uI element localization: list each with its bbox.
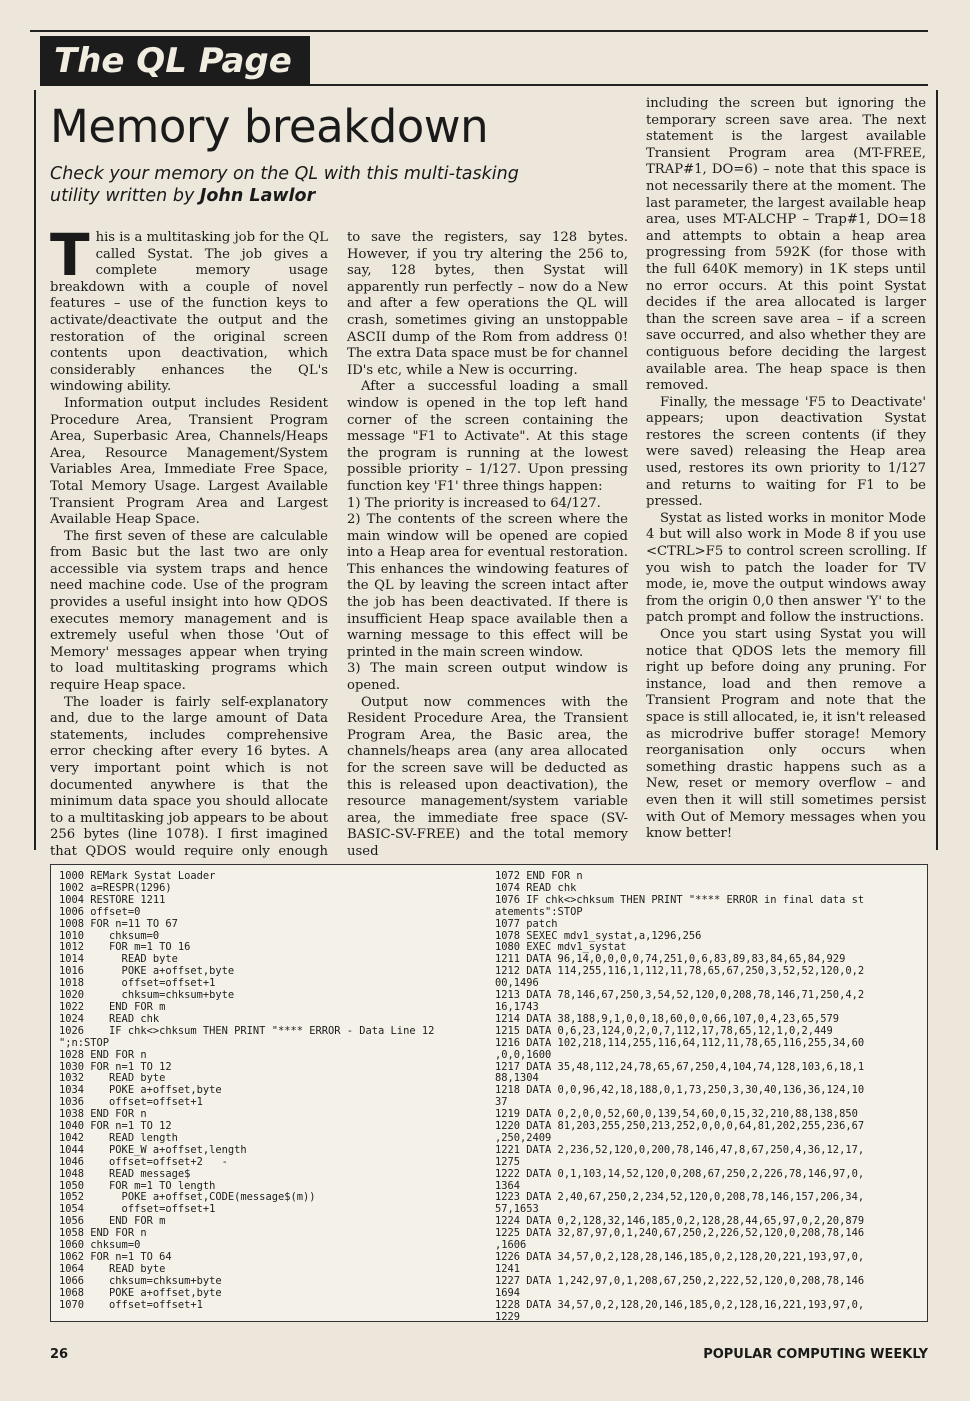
code-line: 1012 FOR m=1 TO 16 — [59, 941, 191, 954]
code-line: 1052 POKE a+offset,CODE(message$(m)) — [59, 1191, 316, 1204]
code-line: 1034 POKE a+offset,byte — [59, 1084, 222, 1097]
code-line: 1050 FOR m=1 TO length — [59, 1179, 216, 1192]
code-line: 1060 chksum=0 — [59, 1239, 141, 1252]
standfirst-text: Check your memory on the QL with this multi-tasking utility written by — [50, 164, 519, 206]
author-name: John Lawlor — [199, 186, 316, 206]
code-line: 1077 patch — [495, 917, 558, 930]
code-line: 1217 DATA 35,48,112,24,78,65,67,250,4,104,74,128,103,6,18,1 — [495, 1060, 865, 1073]
code-line: 1221 DATA 2,236,52,120,0,200,78,146,47,8,67,250,4,36,12,17, — [495, 1143, 865, 1156]
top-rule — [30, 30, 928, 32]
paragraph: including the screen but ignoring the temporary screen save area. The next statement is the largest available Transient Program area (MT-FREE, TRAP#1, DO=6) – note that this space is not necessarily there at the moment. The last parameter, the largest available heap area, uses MT-ALCHP – Trap#1, DO=18 and attempts to obtain a heap area progressing from 592K (for those with the full 640K memory) in 1K steps until no error occurs. At this point Systat decides if the area allocated is larger than the screen save area – if a screen save occurred, and also whether they are contiguous before deciding the largest available area. The heap space is then removed. — [646, 96, 926, 394]
listing-right-column — [495, 871, 923, 1323]
code-line: 1000 REMark Systat Loader — [59, 870, 216, 882]
code-line: 1006 offset=0 — [59, 905, 141, 918]
paragraph: Systat as listed works in monitor Mode 4 but will also work in Mode 8 if you use <CTRL>F5 to control screen scrolling. If you wish to patch the loader for TV mode, ie, move the output windows away from the origin 0,0 then answer 'Y' to the patch prompt and follow the instructions. — [646, 510, 926, 626]
code-line: 1022 END FOR m — [59, 1000, 166, 1013]
listing-left-column — [59, 871, 487, 1312]
program-listing — [50, 864, 928, 1322]
code-line: 1032 READ byte — [59, 1072, 166, 1085]
code-line: ,0,0,1600 — [495, 1048, 552, 1061]
code-line: 1018 offset=offset+1 — [59, 977, 216, 990]
code-line: 1219 DATA 0,2,0,0,52,60,0,139,54,60,0,15,32,210,88,138,850 — [495, 1108, 858, 1121]
code-line: 1226 DATA 34,57,0,2,128,28,146,185,0,2,128,20,221,193,97,0, — [495, 1251, 865, 1263]
code-line: 1211 DATA 96,14,0,0,0,0,74,251,0,6,83,89,83,84,65,84,929 — [495, 953, 846, 966]
code-line: 37 — [495, 1096, 508, 1109]
code-line: 88,1304 — [495, 1072, 539, 1085]
code-line: 1020 chksum=chksum+byte — [59, 989, 235, 1002]
paragraph: Once you start using Systat you will notice that QDOS lets the memory fill right up before doing any pruning. For instance, load and then remove a Transient Program and note that the space is still allocated, ie, it isn't released as microdrive buffer storage! Memory reorganisation only occurs when something drastic happens such as a New, reset or memory overflow – and even then it will still sometimes persist with Out of Memory messages when you know better! — [646, 627, 926, 842]
paragraph: 1) The priority is increased to 64/127. — [347, 495, 601, 511]
code-line: 1216 DATA 102,218,114,255,116,64,112,11,78,65,116,255,34,60 — [495, 1036, 865, 1049]
code-line: 1074 READ chk — [495, 881, 577, 894]
article-column-3 — [646, 96, 926, 843]
code-line: 1046 offset=offset+2 - — [59, 1155, 228, 1168]
code-line: 1218 DATA 0,0,96,42,18,188,0,1,73,250,3,30,40,136,36,124,10 — [495, 1084, 865, 1097]
article-standfirst — [50, 163, 550, 207]
paragraph: The first seven of these are calculable from Basic but the last two are only accessible via system traps and hence need machine code. Use of the program provides a useful insight into how QDOS executes memory management and is extremely useful when those 'Out of Memory' messages appear when trying to load multitasking programs which require Heap space. — [50, 528, 328, 694]
code-line: 00,1496 — [495, 977, 539, 990]
paragraph: Output now commences with the Resident Procedure Area, the Transient Program Area, the Basic area, the channels/heaps area (any area allocated for the screen save will be deducted as this is released upon deactivation), the resource management/system variable area, the immediate free space (SV-BASIC-SV-FREE) and the total memory used — [347, 694, 628, 859]
paragraph — [50, 221, 328, 396]
masthead-rule — [310, 84, 928, 86]
code-line: 1213 DATA 78,146,67,250,3,54,52,120,0,208,78,146,71,250,4,2 — [495, 989, 865, 1002]
code-line: 1040 FOR n=1 TO 12 — [59, 1120, 172, 1133]
paragraph: 3) The main screen output window is opened. — [347, 661, 628, 694]
paragraph: 2) The contents of the screen where the main window will be opened are copied into a Heap area for eventual restoration. This enhances the windowing features of the QL by leaving the screen intact after the job has been deactivated. If there is insufficient Heap space available then a warning message to this effect will be printed in the main screen window. — [347, 512, 628, 660]
code-line: 1008 FOR n=11 TO 67 — [59, 917, 178, 930]
code-line: atements":STOP — [495, 905, 583, 918]
code-line: ,250,2409 — [495, 1131, 552, 1144]
code-line: 1241 — [495, 1262, 521, 1275]
code-line: 1066 chksum=chksum+byte — [59, 1274, 222, 1287]
code-line: 16,1743 — [495, 1000, 539, 1013]
code-line: 1225 DATA 32,87,97,0,1,240,67,250,2,226,52,120,0,208,78,146 — [495, 1227, 865, 1240]
article-column-1 — [50, 221, 328, 877]
code-line: 1076 IF chk<>chksum THEN PRINT "**** ERROR in final data st — [495, 893, 865, 906]
code-line: 1038 END FOR n — [59, 1108, 147, 1121]
code-line: 1036 offset=offset+1 — [59, 1096, 203, 1109]
paragraph: The loader is fairly self-explanatory and, due to the large amount of Data statements, includes comprehensive error checking after every 16 bytes. A very important point which is not documented anywhere is that the minimum data space you should allocate to a multitasking job appears to be about 256 bytes (line 1078). I first imagined that QDOS would require only enough — [50, 694, 328, 859]
paragraph: Finally, the message 'F5 to Deactivate' appears; upon deactivation Systat restores the screen contents (if they were saved) releasing the Heap area used, restores its own priority to 1/127 and returns to waiting for F1 to be pressed. — [646, 394, 926, 510]
code-line: 1229 — [495, 1310, 521, 1323]
code-line: 1058 END FOR n — [59, 1227, 147, 1240]
drop-cap: T — [50, 221, 90, 289]
section-masthead: The QL Page — [40, 36, 310, 86]
code-line: 1016 POKE a+offset,byte — [59, 965, 235, 978]
code-line: 1223 DATA 2,40,67,250,2,234,52,120,0,208,78,146,157,206,34, — [495, 1191, 865, 1204]
code-line: 1275 — [495, 1155, 521, 1168]
code-line: 1042 READ length — [59, 1131, 178, 1144]
code-line: 1044 POKE_W a+offset,length — [59, 1143, 247, 1156]
code-line: ,1606 — [495, 1239, 527, 1252]
code-line: 1364 — [495, 1179, 521, 1192]
code-line: 1212 DATA 114,255,116,1,112,11,78,65,67,250,3,52,52,120,0,2 — [495, 965, 865, 978]
code-line: 1227 DATA 1,242,97,0,1,208,67,250,2,222,52,120,0,208,78,146 — [495, 1274, 865, 1287]
publication-name: POPULAR COMPUTING WEEKLY — [703, 1347, 928, 1362]
code-line: 1014 READ byte — [59, 953, 178, 966]
paragraph: Information output includes Resident Procedure Area, Transient Program Area, Superbasic Area, Channels/Heaps Area, Resource Management/System Variables Area, Immediate Free Space, Total Memory Usage. Largest Available Transient Program Area and Largest Available Heap Space. — [50, 395, 328, 528]
article-headline: Memory breakdown — [50, 100, 489, 153]
code-line: 57,1653 — [495, 1203, 539, 1216]
paragraph-text: his is a multitasking job for the QL called Systat. The job gives a complete memory usage breakdown with a couple of novel features – use of the function keys to activate/deactivate the output and the restoration of the original screen contents upon deactivation, which considerably enhances the QL's windowing ability. — [50, 230, 328, 395]
code-line: 1002 a=RESPR(1296) — [59, 881, 172, 894]
page-number: 26 — [50, 1347, 69, 1362]
code-line: 1024 READ chk — [59, 1012, 160, 1025]
code-line: 1072 END FOR n — [495, 870, 583, 882]
paragraph: to save the registers, say 128 bytes. However, if you try altering the 256 to, say, 128 bytes, then Systat will apparently run perfectly – now do a New and after a few operations the QL will crash, sometimes giving an unstoppable ASCII dump of the Rom from address 0! The extra Data space must be for channel ID's etc, while a New is occurring. — [347, 230, 628, 378]
code-line: 1028 END FOR n — [59, 1048, 147, 1061]
code-line: 1062 FOR n=1 TO 64 — [59, 1251, 172, 1263]
code-line: 1220 DATA 81,203,255,250,213,252,0,0,0,64,81,202,255,236,67 — [495, 1120, 865, 1133]
code-line: 1070 offset=offset+1 — [59, 1298, 203, 1311]
code-line: ";n:STOP — [59, 1036, 110, 1049]
code-line: 1222 DATA 0,1,103,14,52,120,0,208,67,250,2,226,78,146,97,0, — [495, 1167, 865, 1180]
code-line: 1080 EXEC mdv1_systat — [495, 941, 627, 954]
left-column-rule — [34, 90, 36, 850]
code-line: 1694 — [495, 1286, 521, 1299]
code-line: 1078 SEXEC mdv1_systat,a,1296,256 — [495, 929, 702, 942]
code-line: 1068 POKE a+offset,byte — [59, 1286, 222, 1299]
article-column-2 — [347, 230, 628, 861]
code-line: 1215 DATA 0,6,23,124,0,2,0,7,112,17,78,65,12,1,0,2,449 — [495, 1024, 833, 1037]
code-line: 1064 READ byte — [59, 1262, 166, 1275]
code-line: 1228 DATA 34,57,0,2,128,20,146,185,0,2,128,16,221,193,97,0, — [495, 1298, 865, 1311]
code-line: 1054 offset=offset+1 — [59, 1203, 216, 1216]
code-line: 1048 READ message$ — [59, 1167, 191, 1180]
code-line: 1004 RESTORE 1211 — [59, 893, 166, 906]
paragraph: After a successful loading a small window is opened in the top left hand corner of the screen containing the message "F1 to Activate". At this stage the program is running at the lowest possible priority – 1/127. Upon pressing function key 'F1' three things happen: — [347, 379, 628, 494]
code-line: 1030 FOR n=1 TO 12 — [59, 1060, 172, 1073]
code-line: 1026 IF chk<>chksum THEN PRINT "**** ERROR - Data Line 12 — [59, 1024, 435, 1037]
code-line: 1214 DATA 38,188,9,1,0,0,18,60,0,0,66,107,0,4,23,65,579 — [495, 1012, 840, 1025]
right-column-rule — [936, 90, 938, 850]
code-line: 1224 DATA 0,2,128,32,146,185,0,2,128,28,44,65,97,0,2,20,879 — [495, 1215, 865, 1228]
code-line: 1056 END FOR m — [59, 1215, 166, 1228]
code-line: 1010 chksum=0 — [59, 929, 160, 942]
